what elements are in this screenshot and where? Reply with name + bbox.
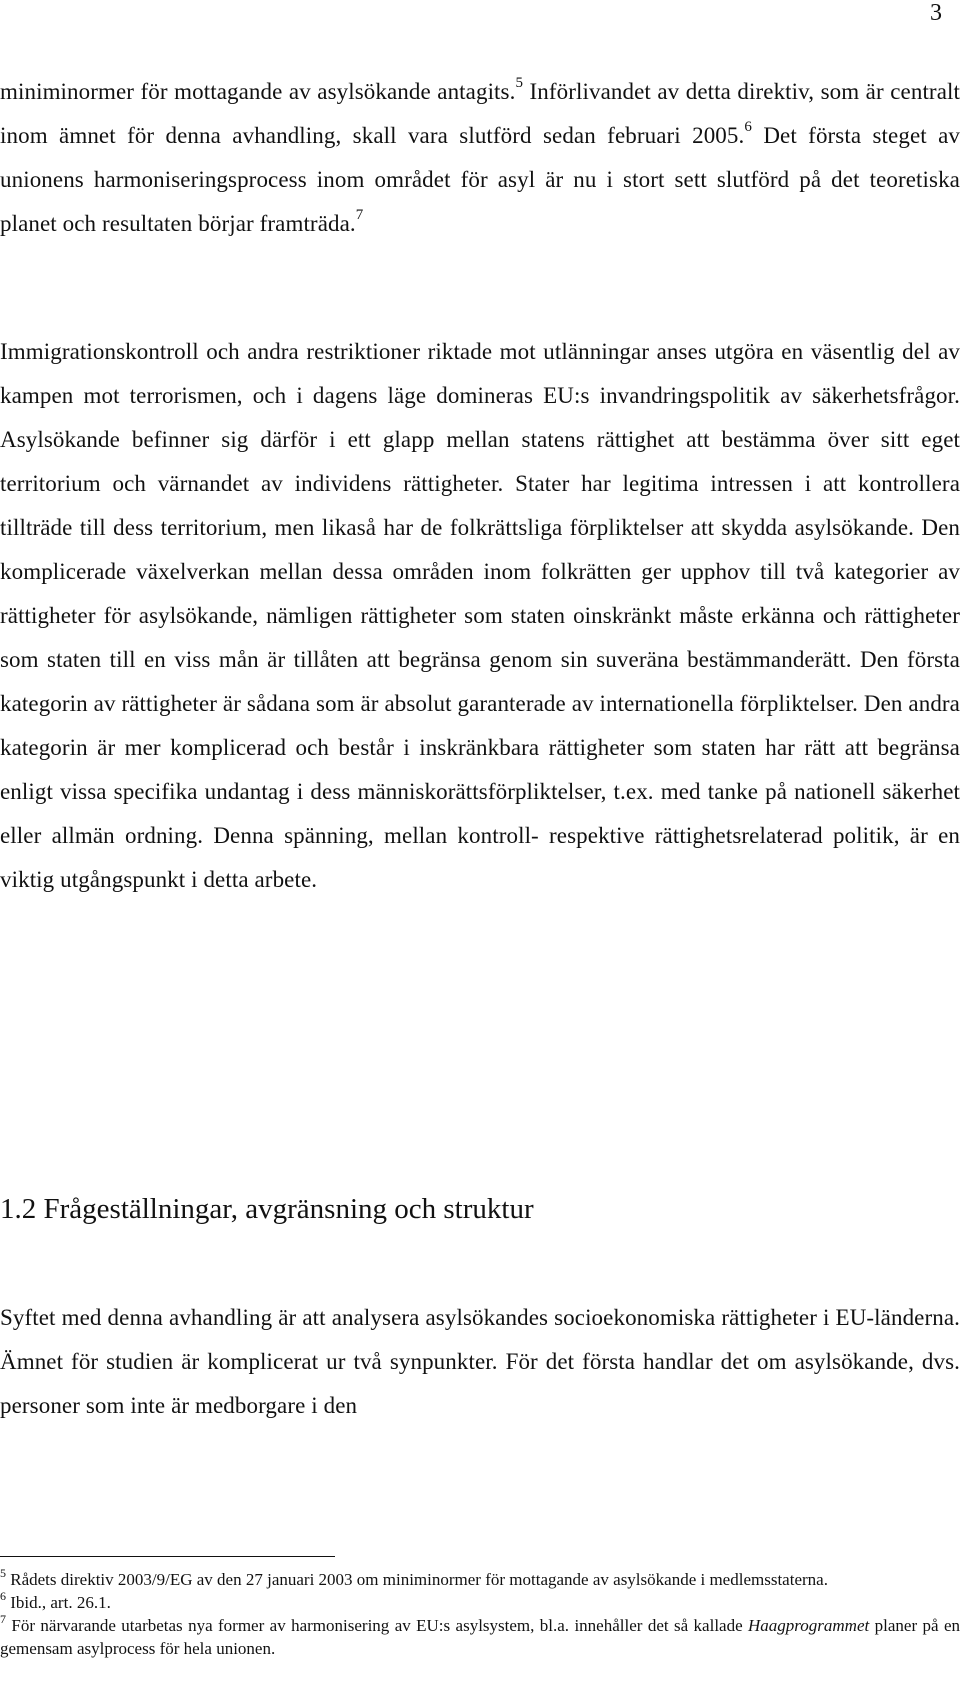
- footnote-text-end: planer på en gemensam asylprocess för hela unionen.: [0, 1616, 960, 1658]
- paragraph-3: Syftet med denna avhandling är att analysera asylsökandes socioekonomiska rättigheter i EU-länderna. Ämnet för studien är komplicerat ur två synpunkter. För det första handlar det om asylsökande, dvs. personer som inte är medborgare i den: [0, 1305, 960, 1418]
- paragraph-2: Immigrationskontroll och andra restriktioner riktade mot utlänningar anses utgöra en väsentlig del av kampen mot terrorismen, och i dagens läge domineras EU:s invandringspolitik av säkerhetsfrågor. Asylsökande befinner sig därför i ett glapp mellan statens rättighet att bestämma över sitt eget territorium och värnandet av individens rättigheter. Stater har legitima intressen i att kontrollera tillträde till dess territorium, men likaså har de folkrättsliga förpliktelser att skydda asylsökande. Den komplicerade växelverkan mellan dessa områden inom folkrätten ger upphov till två kategorier av rättigheter för asylsökande, nämligen rättigheter som staten oinskränkt måste erkänna och rättigheter som staten till en viss mån är tillåten att begränsa genom sin suveräna bestämmanderätt. Den första kategorin av rättigheter är sådana som är absolut garanterade av internationella förpliktelser. Den andra kategorin är mer komplicerad och består i inskränkbara rättigheter som staten har rätt att begränsa enligt vissa specifika undantag i dess människorättsförpliktelser, t.ex. med tanke på nationell säkerhet eller allmän ordning. Denna spänning, mellan kontroll- respektive rättighetsrelaterad politik, är en viktig utgångspunkt i detta arbete.: [0, 339, 960, 892]
- footnote-number: 5: [0, 1566, 6, 1580]
- section-heading: 1.2 Frågeställningar, avgränsning och struktur: [0, 1193, 534, 1225]
- paragraph-1-text-c: Det första steget av unionens harmoniseringsprocess inom området för asyl är nu i stort sett slutförd på det teoretiska planet och resultaten börjar framträda.: [0, 123, 960, 236]
- footnote-ref-7: 7: [355, 207, 364, 223]
- footnote-divider: [0, 1556, 335, 1557]
- paragraph-1-text-b: Införlivandet av detta direktiv, som är centralt inom ämnet för denna avhandling, skall vara slutförd sedan februari 2005.: [0, 79, 960, 148]
- footnote-ref-6: 6: [744, 119, 752, 135]
- footnote-7: [0, 1614, 960, 1660]
- footnote-italic-term: Haagprogrammet: [748, 1616, 870, 1635]
- footnotes: [0, 1568, 960, 1660]
- paragraph-1-text-a: miniminormer för mottagande av asylsökande antagits.: [0, 79, 516, 104]
- footnote-number: 7: [0, 1612, 6, 1626]
- footnote-text: Ibid., art. 26.1.: [6, 1593, 111, 1612]
- paragraph-1: [0, 70, 960, 246]
- footnote-number: 6: [0, 1589, 6, 1603]
- footnote-5: [0, 1568, 960, 1591]
- footnote-text: Rådets direktiv 2003/9/EG av den 27 januari 2003 om miniminormer för mottagande av asylsökande i medlemsstaterna.: [6, 1570, 828, 1589]
- footnote-6: [0, 1591, 960, 1614]
- page-number: 3: [930, 0, 942, 26]
- footnote-ref-5: 5: [515, 75, 524, 91]
- footnote-text: För närvarande utarbetas nya former av harmonisering av EU:s asylsystem, bl.a. innehåller det så kallade: [6, 1616, 749, 1635]
